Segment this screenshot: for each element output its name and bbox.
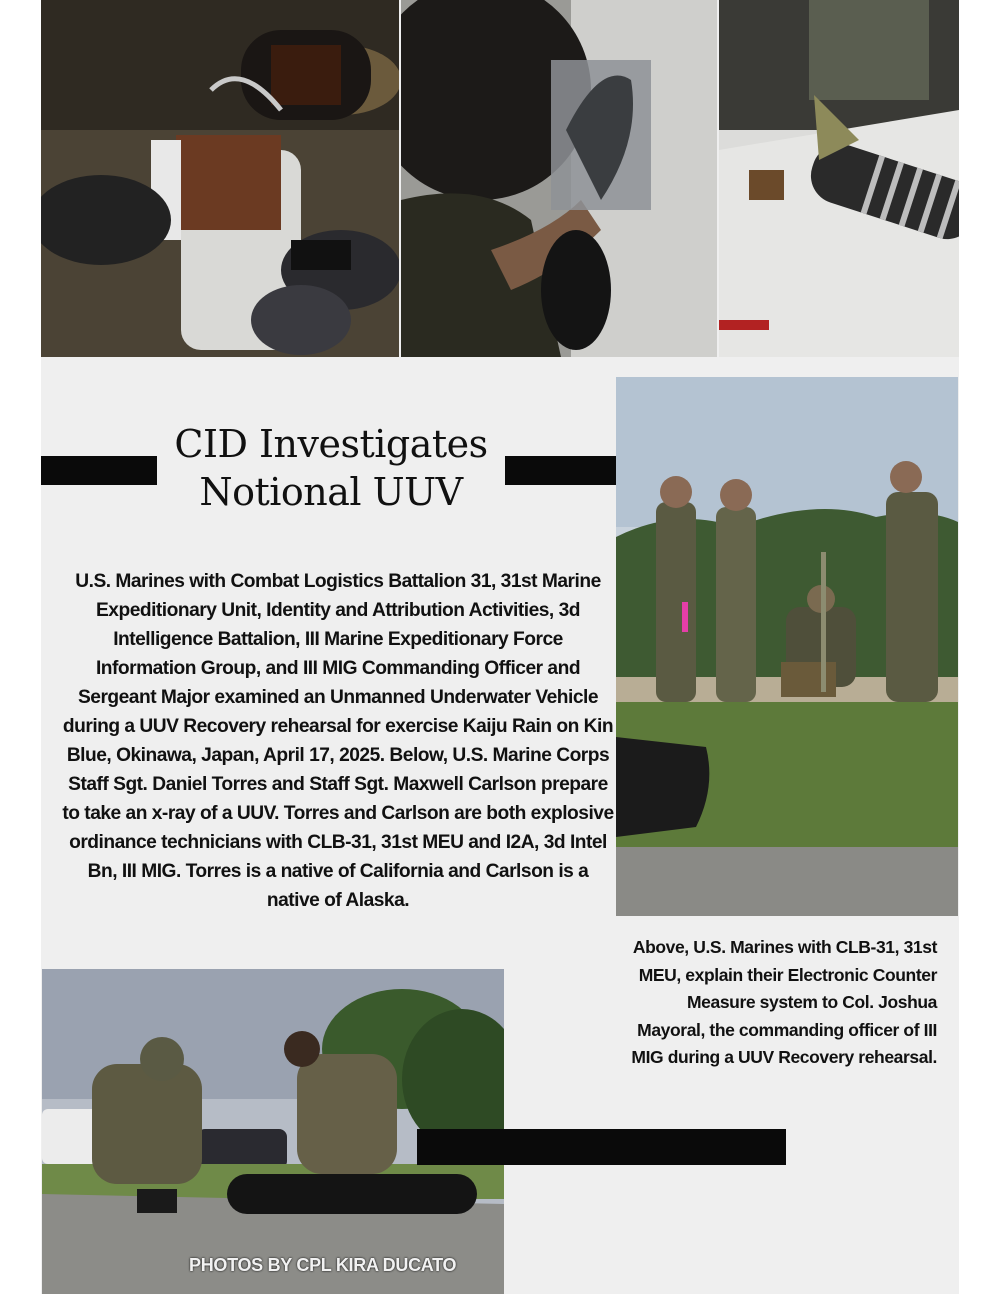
article-body: U.S. Marines with Combat Logistics Battalion 31, 31st Marine Expeditionary Unit, Identity and Attribution Activities, 3d Intelligence Battalion, III Marine Expeditionary Force Information Group, and III MIG Commanding Officer and Sergeant Major examined an Unmanned Underwater Vehicle during a UUV Recovery rehearsal for exercise Kaiju Rain on Kin Blue, Okinawa, Japan, April 17, 2025. Below, U.S. Marine Corps Staff Sgt. Daniel Torres and Staff Sgt. Maxwell Carlson prepare to take an x-ray of a UUV. Torres and Carlson are both explosive ordinance technicians with CLB-31, 31st MEU and I2A, 3d Intel Bn, III MIG. Torres is a native of California and Carlson is a native of Alaska. <box>62 571 614 911</box>
decorative-bar-bottom <box>417 1129 786 1165</box>
photo-caption-right: Above, U.S. Marines with CLB-31, 31st MEU, explain their Electronic Counter Measure system to Col. Joshua Mayoral, the commanding officer of III MIG during a UUV Recovery rehearsal. <box>631 937 937 1067</box>
title-line-2: Notional UUV <box>199 470 463 514</box>
photo-xray-equipment <box>41 0 399 357</box>
photo-uuv-on-table <box>719 0 959 357</box>
photo-marines-ecm-briefing <box>616 377 958 916</box>
title-line-1: CID Investigates <box>174 422 488 466</box>
photo-xray-film <box>401 0 717 357</box>
photo-credit: PHOTOS BY CPL KIRA DUCATO <box>189 1255 457 1275</box>
article-title <box>160 420 502 516</box>
decorative-bar-left <box>41 456 157 485</box>
